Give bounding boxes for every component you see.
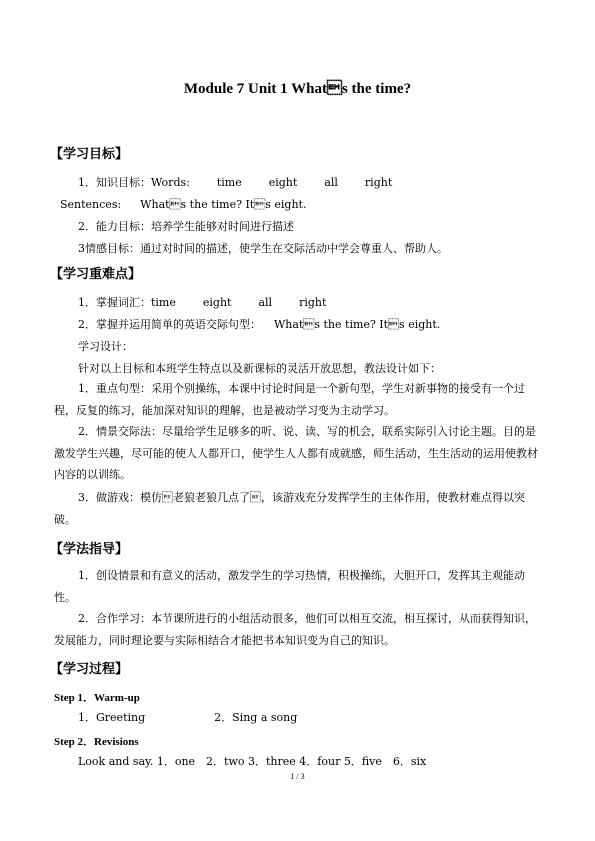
- heading-study-guide: 【学法指导】: [50, 542, 129, 557]
- word-time: time: [216, 176, 242, 189]
- document-title: Module 7 Unit 1 Whats the time?: [183, 81, 412, 97]
- design-intro: 针对以上目标和本班学生特点以及新课标的灵活开放思想，教法设计如下：: [78, 362, 441, 375]
- word-eight: eight: [268, 176, 298, 189]
- vocab-word-eight: eight: [202, 296, 232, 309]
- study-guide-item-2: 2．合作学习：本节课所进行的小组活动很多，他们可以相互交流，相互探讨，从而获得知识，发展能力，同时理论要与实际相结合才能把书本知识变为自己的知识。: [54, 612, 536, 647]
- pattern-label: 2．掌握并运用简单的英语交际句型：: [78, 318, 261, 331]
- study-guide-item-1: 1．创设情景和有意义的活动，激发学生的学习热情，积极操练，大胆开口，发挥其主观能动性。: [54, 569, 525, 604]
- word-all: all: [324, 176, 338, 189]
- heading-process: 【学习过程】: [50, 662, 129, 677]
- step-2-title: Step 2．Revisions: [54, 736, 139, 748]
- page-number: 1 / 3: [290, 772, 305, 781]
- vocab-label: 1．掌握词汇：time: [78, 296, 176, 309]
- sentences-label: Sentences:: [60, 198, 122, 211]
- pattern-line: [78, 317, 440, 332]
- knowledge-objective-line: [78, 175, 392, 190]
- emotion-objective: 3情感目标：通过对时间的描述，使学生在交际活动中学会尊重人、帮助人。: [78, 242, 448, 255]
- sentences-text: Whats the time? Its eight.: [140, 198, 307, 211]
- step-2-text: Look and say. 1．one 2．two 3．three 4．four 5．five 6．six: [78, 755, 427, 768]
- heading-key-points: 【学习重难点】: [50, 267, 142, 282]
- vocab-line: [78, 295, 326, 310]
- step-1-song: 2．Sing a song: [214, 711, 298, 724]
- pattern-text: Whats the time? Its eight.: [274, 318, 441, 331]
- word-right: right: [364, 176, 393, 189]
- design-label: 学习设计：: [78, 340, 133, 353]
- vocab-word-right: right: [299, 296, 327, 309]
- method-1-paragraph: 1．重点句型：采用个别操练，本课中讨论时间是一个新句型，学生对新事物的接受有一个过程，反复的练习，能加深对知识的理解，也是被动学习变为主动学习。: [54, 382, 525, 417]
- ability-objective: 2．能力目标：培养学生能够对时间进行描述: [78, 220, 294, 233]
- step-1-items: [78, 710, 297, 725]
- step-1-title: Step 1．Warm-up: [54, 692, 140, 704]
- sentences-line: [60, 197, 306, 212]
- knowledge-objective-label: 1．知识目标：Words:: [78, 176, 190, 189]
- step-1-greeting: 1．Greeting: [78, 711, 146, 724]
- heading-objectives: 【学习目标】: [50, 147, 129, 162]
- vocab-word-all: all: [258, 296, 273, 309]
- method-2-paragraph: 2．情景交际法：尽量给学生足够多的听、说、读、写的机会，联系实际引入讨论主题。目的是激发学生兴趣，尽可能的使人人都开口，使学生人人都有成就感，师生活动，生生活动的运用使教材内容的以训练。: [54, 425, 538, 481]
- method-3-paragraph: 3．做游戏：模仿 老狼老狼几点了 ，该游戏充分发挥学生的主体作用，使教材难点得以突破。: [54, 491, 525, 526]
